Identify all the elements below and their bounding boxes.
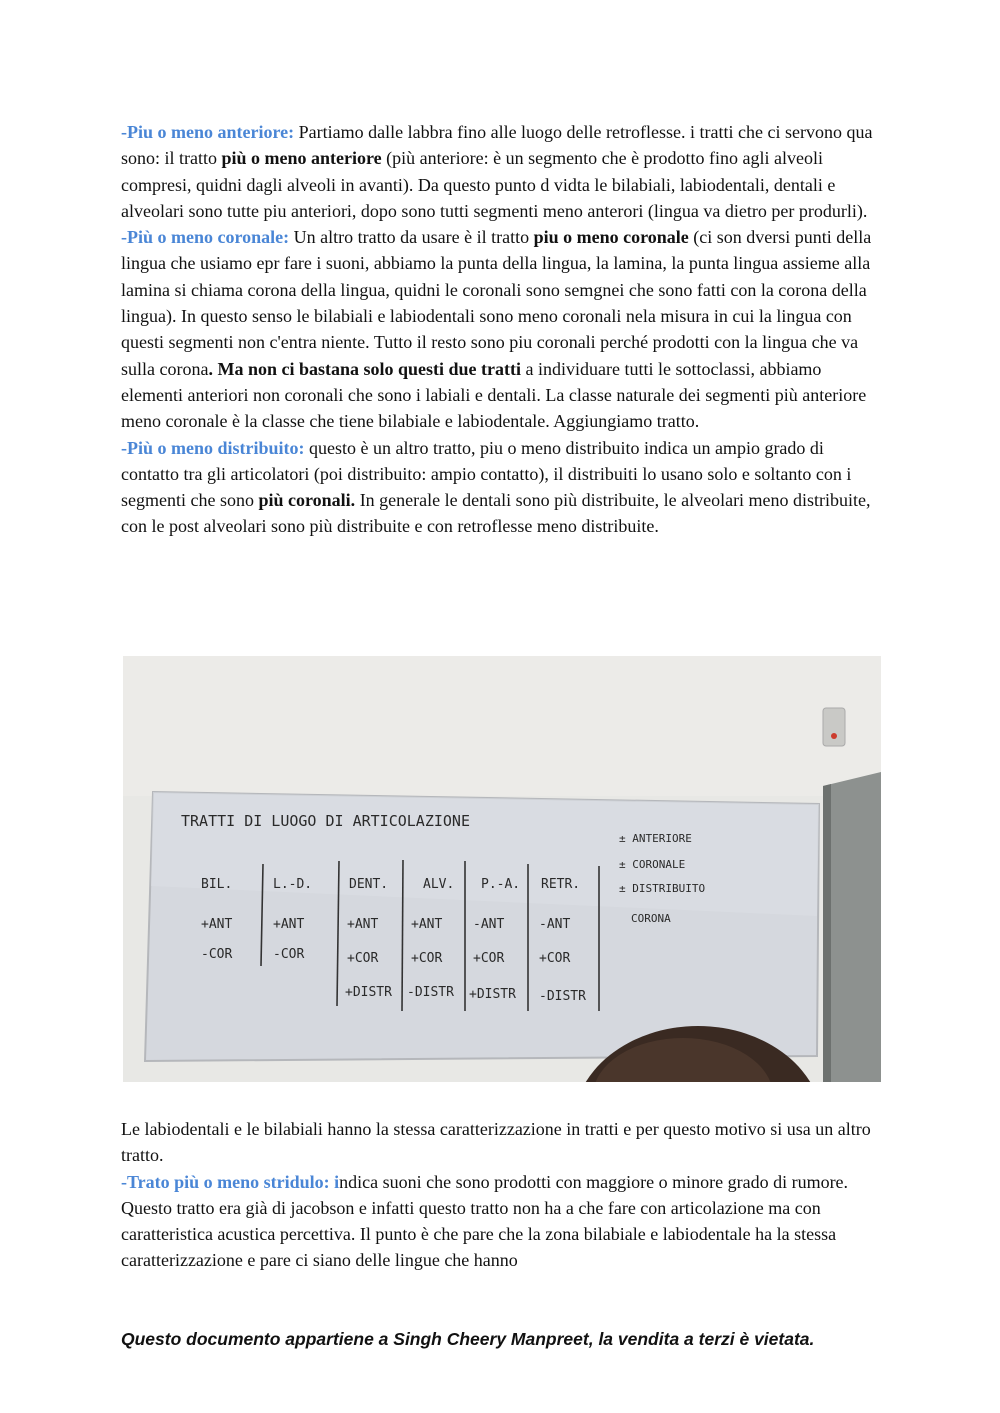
paragraph-labiodentali: Le labiodentali e le bilabiali hanno la stessa caratterizzazione in tratti e per questo motivo si usa un altro tratto. bbox=[121, 1119, 871, 1166]
wb-cell: -ANT bbox=[473, 917, 505, 932]
wb-cell: -COR bbox=[201, 947, 233, 962]
heading-anteriore: -Piu o meno anteriore: bbox=[121, 122, 295, 142]
wb-cell: +DISTR bbox=[469, 987, 516, 1002]
wb-cell: -DISTR bbox=[407, 985, 454, 1000]
wb-legend: ± ANTERIORE bbox=[619, 832, 692, 845]
wb-cell: +ANT bbox=[411, 917, 443, 932]
wb-cell: -DISTR bbox=[539, 989, 586, 1004]
whiteboard-title: TRATTI DI LUOGO DI ARTICOLAZIONE bbox=[181, 812, 470, 830]
footer-notice: Questo documento appartiene a Singh Cheery Manpreet, la vendita a terzi è vietata. bbox=[121, 1329, 815, 1349]
paragraph-distribuito: -Più o meno distribuito: questo è un altro tratto, piu o meno distribuito indica un ampio grado di contatto tra gli articolatori (poi distribuito: ampio contatto), il distribuiti lo usano solo e soltanto con i segmenti che sono più coronali. In generale le dentali sono più distribuite, le alveolari meno distribuite, con le post alveolari sono più distribuite e con retroflesse meno distribuite. bbox=[121, 437, 871, 537]
paragraph-anteriore: -Piu o meno anteriore: Partiamo dalle labbra fino alle luogo delle retroflesse. i tratti che ci servono qua sono: il tratto più o meno anteriore (più anteriore: è un segmento che è prodotto fino agli alveoli compresi, quidni dagli alveoli in avanti). Da questo punto d vidta le bilabiali, labiodentali, dentali e alveolari sono tutte piu anteriori, dopo sono tutti segmenti meno anterori (lingua va dietro per produrli). bbox=[121, 122, 873, 221]
wb-cell: +ANT bbox=[347, 917, 379, 932]
wb-cell: +DISTR bbox=[345, 985, 392, 1000]
heading-stridulo: -Trato più o meno stridulo: i bbox=[121, 1171, 340, 1192]
wb-header: ALV. bbox=[423, 877, 455, 892]
wb-header: L.-D. bbox=[273, 877, 313, 892]
wb-cell: +COR bbox=[539, 951, 571, 966]
wb-header: RETR. bbox=[541, 877, 581, 892]
wb-header: BIL. bbox=[201, 877, 233, 892]
paragraph-coronale: -Più o meno coronale: Un altro tratto da usare è il tratto piu o meno coronale (ci son dversi punti della lingua che usiamo epr fare i suoni, abbiamo la punta della lingua, la lamina, la punta lingua assieme alla lamina si chiama corona della lingua, quidni le coronali sono semgnei che sono fatti con la corona della lingua). In questo senso le bilabiali e labiodentali sono meno coronali nela misura in cui la lingua con questi segmenti non c'entra niente. Tutto il resto sono piu coronali perché prodotti con la lingua che va sulla corona. Ma non ci bastana solo questi due tratti a individuare tutti le sottoclassi, abbiamo elementi anteriori non coronali che sono i labiali e dentali. La classe naturale dei segmenti più anteriore meno coronale è la classe che tiene bilabiale e labiodentale. Aggiungiamo tratto. bbox=[121, 227, 872, 432]
whiteboard-illustration bbox=[123, 656, 881, 1082]
wb-cell: +ANT bbox=[273, 917, 305, 932]
heading-coronale: -Più o meno coronale: bbox=[121, 227, 290, 248]
heading-distribuito: -Più o meno distribuito: bbox=[121, 437, 305, 458]
wb-legend: CORONA bbox=[631, 912, 671, 925]
wb-cell: +COR bbox=[473, 951, 505, 966]
document-continued bbox=[121, 1116, 881, 1274]
document-body bbox=[121, 119, 881, 540]
wb-legend: ± DISTRIBUITO bbox=[619, 882, 706, 895]
wb-header: DENT. bbox=[349, 877, 389, 892]
wb-cell: +ANT bbox=[201, 917, 233, 932]
wb-legend: ± CORONALE bbox=[619, 858, 686, 871]
wb-header: P.-A. bbox=[481, 877, 521, 892]
wb-cell: +COR bbox=[411, 951, 443, 966]
wb-cell: +COR bbox=[347, 951, 379, 966]
whiteboard-photo bbox=[123, 656, 881, 1082]
paragraph-stridulo: -Trato più o meno stridulo: indica suoni che sono prodotti con maggiore o minore grado di rumore. Questo tratto era già di jacobson e infatti questo tratto non ha a che fare con articolazione ma con caratteristica acustica percettiva. Il punto è che pare che la zona bilabiale e labiodentale ha la stessa caratterizzazione e pare ci siano delle lingue che hanno bbox=[121, 1171, 849, 1271]
wb-cell: -ANT bbox=[539, 917, 571, 932]
wb-cell: -COR bbox=[273, 947, 305, 962]
